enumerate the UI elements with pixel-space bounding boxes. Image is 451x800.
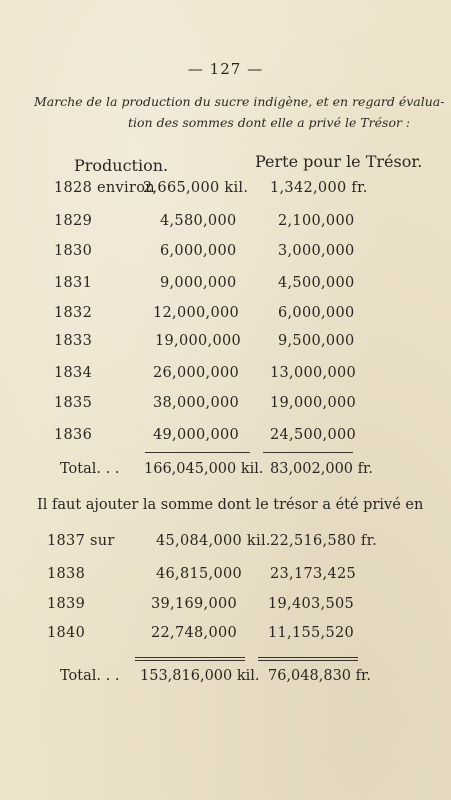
row-year: 1837 sur <box>47 533 115 549</box>
row-loss: 6,000,000 <box>278 305 355 321</box>
total-label: Total. . . <box>60 668 120 684</box>
row-quantity: 6,000,000 <box>160 243 237 259</box>
row-year: 1831 <box>54 275 93 291</box>
row-year: 1836 <box>54 427 93 443</box>
page-number: — 127 — <box>187 60 264 78</box>
additional-note: Il faut ajouter la somme dont le trésor a été privé en <box>37 497 424 513</box>
row-year: 1840 <box>47 625 86 641</box>
sum-rule-quantity <box>135 657 245 661</box>
row-quantity: 39,169,000 <box>151 596 238 612</box>
row-loss: 4,500,000 <box>278 275 355 291</box>
table-heading-line-1: Marche de la production du sucre indigène, et en regard évalua- <box>34 94 445 109</box>
row-quantity: 19,000,000 <box>155 333 242 349</box>
column-header-production: Production. <box>74 156 169 175</box>
total-label: Total. . . <box>60 461 120 477</box>
sum-rule-loss <box>258 657 358 661</box>
row-loss: 9,500,000 <box>278 333 355 349</box>
row-loss: 1,342,000 fr. <box>270 180 368 196</box>
row-year: 1828 environ <box>54 180 155 196</box>
row-quantity: 46,815,000 <box>156 566 243 582</box>
row-quantity: 12,000,000 <box>153 305 240 321</box>
row-loss: 19,403,505 <box>268 596 355 612</box>
row-loss: 3,000,000 <box>278 243 355 259</box>
row-quantity: 45,084,000 kil. <box>156 533 271 549</box>
sum-rule-quantity <box>145 452 250 453</box>
total-quantity: 166,045,000 kil. <box>144 461 264 477</box>
row-year: 1835 <box>54 395 93 411</box>
row-year: 1838 <box>47 566 86 582</box>
row-loss: 19,000,000 <box>270 395 357 411</box>
row-loss: 24,500,000 <box>270 427 357 443</box>
column-header-loss: Perte pour le Trésor. <box>255 152 423 171</box>
row-year: 1832 <box>54 305 93 321</box>
total-loss: 76,048,830 fr. <box>268 668 371 684</box>
row-loss: 2,100,000 <box>278 213 355 229</box>
row-quantity: 22,748,000 <box>151 625 238 641</box>
row-loss: 22,516,580 fr. <box>270 533 378 549</box>
row-year: 1834 <box>54 365 93 381</box>
total-quantity: 153,816,000 kil. <box>140 668 260 684</box>
row-quantity: 4,580,000 <box>160 213 237 229</box>
row-year: 1829 <box>54 213 93 229</box>
row-quantity: 9,000,000 <box>160 275 237 291</box>
row-loss: 23,173,425 <box>270 566 357 582</box>
total-loss: 83,002,000 fr. <box>270 461 373 477</box>
sum-rule-loss <box>263 452 353 453</box>
row-year: 1839 <box>47 596 86 612</box>
row-loss: 11,155,520 <box>268 625 355 641</box>
row-quantity: 26,000,000 <box>153 365 240 381</box>
row-year: 1833 <box>54 333 93 349</box>
table-heading-line-2: tion des sommes dont elle a privé le Trésor : <box>128 115 411 130</box>
row-quantity: 2,665,000 kil. <box>143 180 249 196</box>
row-quantity: 38,000,000 <box>153 395 240 411</box>
row-quantity: 49,000,000 <box>153 427 240 443</box>
row-loss: 13,000,000 <box>270 365 357 381</box>
row-year: 1830 <box>54 243 93 259</box>
